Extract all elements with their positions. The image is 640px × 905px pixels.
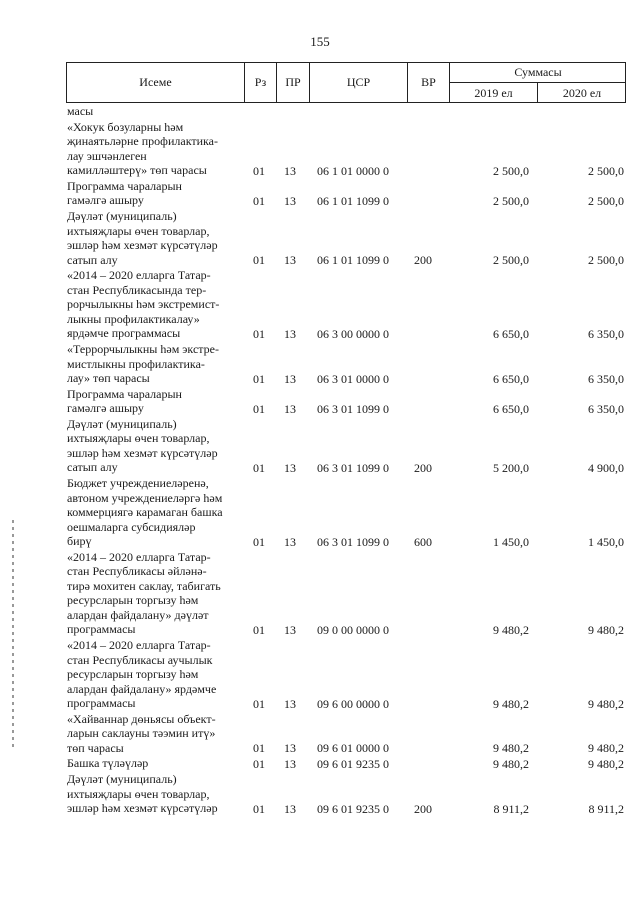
row-values bbox=[0, 535, 640, 549]
cell-s2020: 8 911,2 bbox=[588, 801, 624, 816]
cell-s2020: 4 900,0 bbox=[588, 460, 624, 475]
cell-s2020: 2 500,0 bbox=[588, 163, 624, 178]
row-name-line: Программа чараларын bbox=[67, 386, 182, 401]
row-name-line: алардан файдалану» дәүләт bbox=[67, 607, 209, 622]
row-name-line: ихтыяҗлары өчен товарлар, bbox=[67, 786, 210, 801]
cell-csr: 09 6 01 0000 0 bbox=[317, 741, 389, 756]
row-values bbox=[0, 372, 640, 386]
table-row bbox=[0, 550, 640, 637]
cell-pr: 13 bbox=[284, 326, 296, 341]
row-name-line: «Террорчылыкны һәм экстре- bbox=[67, 342, 220, 356]
cell-s2019: 9 480,2 bbox=[493, 756, 529, 771]
table-row bbox=[0, 387, 640, 416]
cell-s2019: 6 650,0 bbox=[493, 401, 529, 416]
cell-csr: 09 0 00 0000 0 bbox=[317, 622, 389, 637]
cell-pr: 13 bbox=[284, 193, 296, 208]
header-csr: ЦСР bbox=[310, 63, 408, 102]
table-row bbox=[0, 268, 640, 341]
page-number: 155 bbox=[310, 34, 330, 49]
table-row bbox=[0, 417, 640, 475]
table-row bbox=[0, 756, 640, 771]
cell-pr: 13 bbox=[284, 696, 296, 711]
table-row bbox=[0, 342, 640, 386]
cell-csr: 06 3 01 0000 0 bbox=[317, 371, 389, 386]
table-row bbox=[0, 120, 640, 178]
cell-s2020: 1 450,0 bbox=[588, 534, 624, 549]
cell-pr: 13 bbox=[284, 371, 296, 386]
row-name-line: коммерциягә карамаган башка bbox=[67, 505, 223, 520]
cell-rz: 01 bbox=[253, 460, 265, 475]
cell-pr: 13 bbox=[284, 401, 296, 416]
table-row bbox=[0, 209, 640, 267]
cell-rz: 01 bbox=[253, 253, 265, 268]
cell-csr: 09 6 01 9235 0 bbox=[317, 801, 389, 816]
row-name-line: «2014 – 2020 елларга Татар- bbox=[67, 268, 211, 283]
cell-csr: 06 1 01 1099 0 bbox=[317, 193, 389, 208]
cell-csr: 06 1 01 0000 0 bbox=[317, 163, 389, 178]
table-row bbox=[0, 772, 640, 816]
row-name-line: төп чарасы bbox=[67, 740, 124, 755]
cell-csr: 06 3 00 0000 0 bbox=[317, 326, 389, 341]
row-name-line: стан Республикасы әйләнә- bbox=[67, 564, 207, 579]
row-name-line: «Хокук бозуларны һәм bbox=[67, 119, 184, 134]
row-values bbox=[0, 327, 640, 341]
cell-s2019: 6 650,0 bbox=[493, 326, 529, 341]
cell-pr: 13 bbox=[284, 622, 296, 637]
cell-pr: 13 bbox=[284, 756, 296, 771]
row-name-line: ихтыяҗлары өчен товарлар, bbox=[67, 431, 210, 446]
cell-pr: 13 bbox=[284, 460, 296, 475]
header-name: Исеме bbox=[67, 63, 245, 102]
row-name-line: программасы bbox=[67, 622, 136, 637]
cell-s2020: 9 480,2 bbox=[588, 696, 624, 711]
table-row bbox=[0, 179, 640, 208]
cell-s2020: 9 480,2 bbox=[588, 622, 624, 637]
row-name-line: Дәүләт (муниципаль) bbox=[67, 209, 177, 224]
cell-rz: 01 bbox=[253, 193, 265, 208]
row-name-line: Башка түләүләр bbox=[67, 756, 149, 771]
row-name-line: ресурсларын торгызу һәм bbox=[67, 667, 199, 681]
row-name-line: «2014 – 2020 елларга Татар- bbox=[67, 549, 211, 564]
row-values bbox=[0, 741, 640, 755]
table-row bbox=[0, 638, 640, 711]
row-name-line: «Хайваннар дөньясы объект- bbox=[67, 711, 216, 726]
row-name-line: бирү bbox=[67, 534, 92, 549]
cell-s2019: 9 480,2 bbox=[493, 696, 529, 711]
cell-s2020: 2 500,0 bbox=[588, 253, 624, 268]
cell-s2020: 9 480,2 bbox=[588, 741, 624, 756]
cell-s2019: 1 450,0 bbox=[493, 534, 529, 549]
cell-rz: 01 bbox=[253, 741, 265, 756]
row-values bbox=[0, 757, 640, 771]
row-name-line: гамәлгә ашыру bbox=[67, 401, 144, 416]
row-name-line: ресурсларын торгызу һәм bbox=[67, 593, 199, 608]
row-name-line: Бюджет учреждениеләренә, bbox=[67, 476, 209, 491]
row-name-line: лыкны профилактикалау» bbox=[67, 311, 200, 326]
row-values bbox=[0, 164, 640, 178]
cell-s2019: 5 200,0 bbox=[493, 460, 529, 475]
row-values bbox=[0, 697, 640, 711]
cell-s2019: 6 650,0 bbox=[493, 371, 529, 386]
cell-vr: 200 bbox=[414, 253, 432, 268]
row-name-line: сатып алу bbox=[67, 460, 118, 475]
row-name-line: лау эшчәнлеген bbox=[67, 148, 147, 163]
cell-csr: 06 1 01 1099 0 bbox=[317, 253, 389, 268]
cell-s2020: 9 480,2 bbox=[588, 756, 624, 771]
cell-csr: 06 3 01 1099 0 bbox=[317, 401, 389, 416]
row-name-line: масы bbox=[67, 104, 94, 118]
row-values bbox=[0, 194, 640, 208]
row-name-line: Дәүләт (муниципаль) bbox=[67, 772, 177, 787]
cell-vr: 200 bbox=[414, 460, 432, 475]
row-name-line: рорчылыкны һәм экстремист- bbox=[67, 297, 220, 312]
row-name-line: лау» төп чарасы bbox=[67, 371, 150, 385]
row-values bbox=[0, 802, 640, 816]
row-name-line: «2014 – 2020 елларга Татар- bbox=[67, 638, 211, 652]
row-name-line: тирә мохитен саклау, табигать bbox=[67, 578, 221, 593]
header-2019: 2019 ел bbox=[450, 83, 538, 103]
cell-rz: 01 bbox=[253, 696, 265, 711]
cell-s2019: 2 500,0 bbox=[493, 193, 529, 208]
row-name-line: ларын саклауны тәэмин итү» bbox=[67, 726, 216, 741]
cell-pr: 13 bbox=[284, 801, 296, 816]
cell-rz: 01 bbox=[253, 534, 265, 549]
cell-pr: 13 bbox=[284, 253, 296, 268]
cell-s2019: 2 500,0 bbox=[493, 163, 529, 178]
row-name-line: оешмаларга субсидияләр bbox=[67, 519, 196, 534]
row-name-line: эшләр һәм хезмәт күрсәтүләр bbox=[67, 445, 218, 460]
header-rz: Рз bbox=[245, 63, 277, 102]
header-2020: 2020 ел bbox=[562, 85, 602, 100]
cell-pr: 13 bbox=[284, 163, 296, 178]
row-name-line: алардан файдалану» ярдәмче bbox=[67, 681, 217, 696]
header-pr: ПР bbox=[277, 63, 310, 102]
row-name-line: ярдәмче программасы bbox=[67, 326, 181, 341]
row-values bbox=[0, 461, 640, 475]
row-name-line: программасы bbox=[67, 696, 136, 710]
table-header bbox=[66, 62, 626, 103]
cell-rz: 01 bbox=[253, 163, 265, 178]
header-sums: Суммасы bbox=[450, 63, 626, 83]
row-name-line: гамәлгә ашыру bbox=[67, 193, 144, 208]
table-row bbox=[0, 476, 640, 549]
cell-s2020: 6 350,0 bbox=[588, 326, 624, 341]
table-row bbox=[0, 104, 640, 119]
row-name-line: җинаятьләрне профилактика- bbox=[67, 134, 219, 149]
row-name-line: автоном учреждениеләргә һәм bbox=[67, 490, 223, 505]
cell-vr: 600 bbox=[414, 534, 432, 549]
row-values bbox=[0, 105, 640, 119]
cell-s2020: 6 350,0 bbox=[588, 401, 624, 416]
cell-rz: 01 bbox=[253, 371, 265, 386]
cell-s2020: 2 500,0 bbox=[588, 193, 624, 208]
cell-s2019: 2 500,0 bbox=[493, 253, 529, 268]
row-name-line: Дәүләт (муниципаль) bbox=[67, 416, 177, 431]
cell-pr: 13 bbox=[284, 534, 296, 549]
row-name-line: эшләр һәм хезмәт күрсәтүләр bbox=[67, 801, 218, 816]
row-name-line: Программа чараларын bbox=[67, 178, 182, 193]
margin-marks bbox=[12, 520, 14, 750]
cell-rz: 01 bbox=[253, 622, 265, 637]
cell-s2019: 9 480,2 bbox=[493, 622, 529, 637]
cell-s2020: 6 350,0 bbox=[588, 371, 624, 386]
header-vr: ВР bbox=[408, 63, 450, 102]
row-name-line: стан Республикасы аучылык bbox=[67, 652, 213, 667]
cell-pr: 13 bbox=[284, 741, 296, 756]
table-row bbox=[0, 712, 640, 756]
cell-csr: 09 6 01 9235 0 bbox=[317, 756, 389, 771]
row-name-line: камилләштерү» төп чарасы bbox=[67, 163, 207, 178]
cell-rz: 01 bbox=[253, 401, 265, 416]
cell-s2019: 9 480,2 bbox=[493, 741, 529, 756]
row-name-line: ихтыяҗлары өчен товарлар, bbox=[67, 223, 210, 238]
cell-csr: 06 3 01 1099 0 bbox=[317, 460, 389, 475]
cell-rz: 01 bbox=[253, 326, 265, 341]
row-values bbox=[0, 623, 640, 637]
cell-rz: 01 bbox=[253, 801, 265, 816]
row-name-line: мистлыкны профилактика- bbox=[67, 356, 205, 371]
row-values bbox=[0, 402, 640, 416]
cell-s2019: 8 911,2 bbox=[493, 801, 529, 816]
cell-vr: 200 bbox=[414, 801, 432, 816]
cell-csr: 06 3 01 1099 0 bbox=[317, 534, 389, 549]
row-name-line: сатып алу bbox=[67, 252, 118, 267]
row-values bbox=[0, 253, 640, 267]
cell-rz: 01 bbox=[253, 756, 265, 771]
row-name-line: эшләр һәм хезмәт күрсәтүләр bbox=[67, 238, 218, 253]
row-name-line: стан Республикасында тер- bbox=[67, 282, 207, 297]
cell-csr: 09 6 00 0000 0 bbox=[317, 696, 389, 711]
